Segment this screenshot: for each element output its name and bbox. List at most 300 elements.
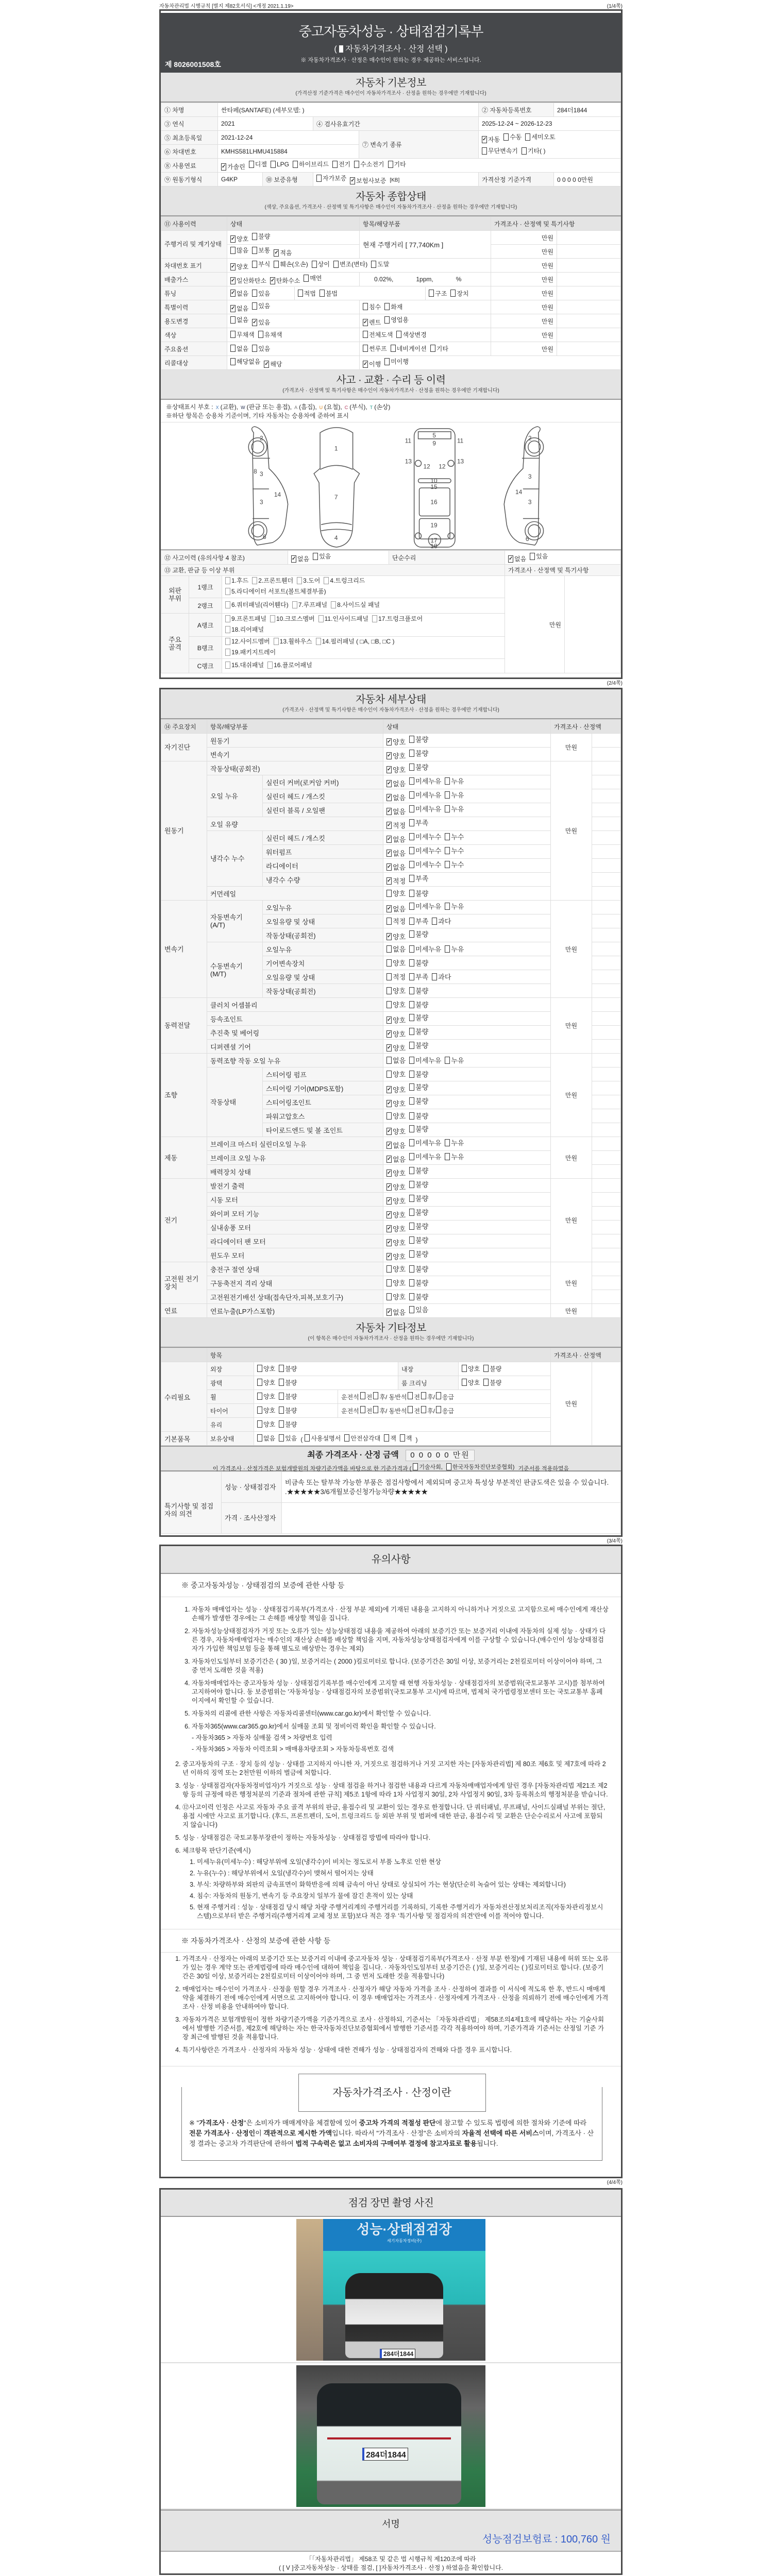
checkbox-label: 불량 (415, 959, 429, 968)
checkbox-양호[interactable] (386, 1043, 406, 1053)
checkbox-양호[interactable] (386, 1126, 406, 1136)
checkbox-없음[interactable] (386, 1055, 406, 1065)
checkbox-icon (445, 805, 450, 812)
checkbox-불량[interactable] (409, 1264, 428, 1274)
checkbox-없음[interactable] (508, 554, 526, 563)
checkbox-무단변속기[interactable] (482, 145, 518, 157)
checkbox-없음[interactable] (257, 1434, 275, 1443)
checkbox-양호[interactable] (386, 1029, 406, 1039)
checkbox-구조[interactable] (429, 289, 447, 298)
checkbox-해당[interactable] (264, 360, 282, 368)
checkbox-침수[interactable] (363, 302, 381, 311)
checkbox-양호[interactable] (257, 1378, 275, 1387)
checkbox-있음[interactable] (530, 552, 548, 561)
checkbox-누유[interactable] (445, 901, 464, 911)
checkbox-icon[interactable] (360, 1392, 365, 1399)
page-4 (159, 2188, 623, 2575)
part-label: 9.프론트패널 (231, 615, 266, 622)
checkbox-부족[interactable] (409, 916, 428, 926)
checkbox-네비게이션[interactable] (391, 344, 427, 353)
part-checkbox[interactable] (225, 637, 270, 646)
checkbox-없음[interactable] (386, 792, 406, 802)
part-checkbox[interactable] (318, 614, 368, 623)
checkbox-icon (445, 833, 450, 840)
checkbox-불량[interactable] (409, 734, 428, 744)
remarks (592, 1165, 621, 1179)
explanation-fragment: 법적 구속력은 없고 소비자의 구매여부 결정에 참고자료로 활용 (295, 2140, 477, 2147)
checkbox-불량[interactable] (409, 1292, 428, 1301)
checkbox-label: 기타( ) (528, 147, 546, 155)
checkbox-불량[interactable] (409, 1111, 428, 1121)
checkbox-적정[interactable] (386, 972, 406, 981)
state-options (383, 734, 551, 748)
checkbox-불량[interactable] (409, 1179, 428, 1189)
checkbox-양호[interactable] (386, 1210, 406, 1219)
state-options (383, 1262, 551, 1276)
checkbox-가솔린[interactable] (221, 162, 245, 171)
part-4: 4 (334, 534, 338, 542)
checkbox-LPG[interactable] (271, 161, 289, 168)
checkbox-양호[interactable] (386, 1015, 406, 1025)
checkbox-불량[interactable] (409, 748, 428, 758)
checkbox-없음[interactable] (386, 1307, 406, 1317)
checkbox-기타[interactable] (388, 160, 406, 168)
note-subitem: 4. 침수: 자동차의 원동기, 변속기 등 주요장치 일부가 물에 잠긴 흔적이 있는 상태 (197, 1892, 609, 1901)
checkbox-양호[interactable] (257, 1420, 275, 1429)
checkbox-적음[interactable] (274, 248, 292, 257)
state-options (383, 1095, 551, 1109)
checkbox-없음[interactable] (386, 904, 406, 913)
checkbox-적정[interactable] (386, 876, 406, 886)
checkbox-양호[interactable] (386, 931, 406, 941)
checkbox-렌트[interactable] (363, 318, 381, 327)
part-checkbox[interactable] (316, 637, 395, 646)
rank-parts (222, 576, 505, 598)
checkbox-누유[interactable] (445, 944, 464, 954)
checkbox-훼손오손[interactable] (274, 260, 308, 268)
checkbox-양호[interactable] (462, 1378, 480, 1387)
checkbox-불량[interactable] (279, 1406, 297, 1415)
checkbox-icon (409, 819, 414, 826)
checkbox-일산화탄소[interactable] (230, 276, 266, 285)
checkbox-있음[interactable] (252, 301, 270, 310)
checkbox-탄화수소[interactable] (270, 276, 300, 285)
checkbox-많음[interactable] (230, 246, 248, 255)
checkbox-양호[interactable] (257, 1392, 275, 1401)
part-checkbox[interactable] (372, 614, 423, 623)
checkbox-icon (279, 1379, 284, 1386)
checkbox-icon[interactable] (373, 1392, 378, 1399)
label-price-remarks: 가격조사 · 산정액 및 특기사항 (505, 565, 621, 576)
table-row (161, 342, 621, 356)
part-checkbox[interactable] (252, 576, 293, 585)
checkbox-불량[interactable] (409, 762, 428, 772)
checkbox-색상변경[interactable] (396, 330, 426, 339)
part-checkbox[interactable] (297, 576, 320, 585)
checkbox-누수[interactable] (445, 832, 464, 841)
checkbox-유채색[interactable] (258, 330, 282, 339)
checkbox-잭[interactable] (384, 1434, 396, 1443)
part-checkbox[interactable] (270, 614, 315, 623)
emission-value: 0.02%, (374, 276, 394, 283)
checkbox-이행[interactable] (363, 360, 381, 368)
table-row (161, 117, 621, 131)
checkbox-icon[interactable] (360, 1406, 365, 1413)
checkbox-양호[interactable] (386, 1069, 406, 1079)
checkbox-불량[interactable] (409, 999, 428, 1009)
checkbox-불량[interactable] (409, 1278, 428, 1287)
checkbox-썬루프[interactable] (363, 344, 387, 353)
item-label: 워터펌프 (263, 845, 383, 859)
price-explanation-title: 자동차가격조사 · 산정이란 (298, 2074, 486, 2112)
checkbox-양호[interactable] (386, 1098, 406, 1108)
checkbox-영업용[interactable] (384, 315, 409, 324)
checkbox-양호[interactable] (386, 1238, 406, 1247)
photo-rear (161, 2363, 621, 2510)
checkbox-미세누유[interactable] (409, 944, 441, 954)
checkbox-양호[interactable] (386, 1111, 406, 1121)
state-options (383, 845, 551, 859)
checkbox-없음[interactable] (386, 806, 406, 816)
remarks (565, 576, 621, 673)
checkbox-없음[interactable] (291, 554, 309, 563)
checkbox-없음[interactable] (230, 344, 248, 353)
checkbox-전체도색[interactable] (363, 330, 393, 339)
checkbox-안전삼각대[interactable] (344, 1434, 380, 1443)
note-text: 중고자동차의 구조 · 장치 등의 성능 · 상태를 고지하지 아니한 자, 거짓으로 점검하거나 거짓 고지한 자는 [자동차관리법] 제 80조 제6호 및 제7호에 따라 2년 이하의 징역 또는 2천만원 이하의 벌금에 처합니다. (182, 1760, 606, 1776)
checkbox-불량[interactable] (409, 1026, 428, 1036)
table-row (161, 273, 621, 286)
checkbox-icon[interactable] (373, 1406, 378, 1413)
checkbox-icon (331, 601, 336, 608)
checkbox-부식[interactable] (252, 260, 270, 268)
checkbox-상이[interactable] (312, 260, 330, 268)
remarks (592, 998, 621, 1012)
remarks (592, 1304, 621, 1318)
checkbox-icon (409, 918, 414, 925)
checkbox-보험사보증[interactable] (350, 176, 386, 185)
checkbox-label: 양호 (393, 1279, 406, 1287)
checkbox-부족[interactable] (409, 818, 428, 827)
vin: KMHS581LHMU415884 (218, 145, 359, 159)
seat-options (338, 1390, 551, 1404)
checkbox-잭[interactable] (400, 1434, 412, 1443)
checkbox-불량[interactable] (409, 929, 428, 939)
checkbox-양호[interactable] (386, 888, 406, 898)
checkbox-없음[interactable] (386, 778, 406, 788)
checkbox-불량[interactable] (409, 1082, 428, 1092)
checkbox-icon[interactable] (436, 1392, 441, 1399)
rank-label: 2랭크 (189, 598, 222, 614)
part-checkbox[interactable] (292, 600, 327, 609)
checkbox-장치[interactable] (450, 289, 468, 298)
checkbox-양호[interactable] (386, 958, 406, 968)
checkbox-기타[interactable] (430, 344, 448, 353)
checkbox-양호[interactable] (462, 1364, 480, 1373)
checkbox-불량[interactable] (409, 1124, 428, 1133)
checkbox-icon (386, 1112, 392, 1120)
note-item (192, 1627, 609, 1653)
checkbox-도말[interactable] (371, 260, 389, 268)
checkbox-양호[interactable] (386, 737, 406, 747)
checkbox-양호[interactable] (386, 751, 406, 760)
transmission-options (479, 131, 621, 159)
checkbox-label: 있음 (258, 302, 271, 310)
checkbox-미세누수[interactable] (409, 845, 441, 855)
price-unit: 만원 (551, 998, 592, 1054)
inspector-label: 성능 · 상태점검자 (222, 1472, 282, 1503)
paren: ( (334, 45, 337, 54)
checkbox-사용설명서[interactable] (305, 1434, 341, 1443)
checkbox-양호[interactable] (386, 1278, 406, 1287)
checkbox-미세누유[interactable] (409, 804, 441, 814)
checkbox-양호[interactable] (386, 1292, 406, 1301)
checkbox-수소전기[interactable] (354, 160, 384, 168)
standard-checkbox-1[interactable] (413, 1463, 443, 1471)
rear-plate: 284더1844 (362, 2448, 408, 2461)
checkbox-불량[interactable] (409, 1096, 428, 1106)
checkbox-양호[interactable] (257, 1364, 275, 1373)
checkbox-누수[interactable] (445, 859, 464, 869)
checkbox-누수[interactable] (445, 845, 464, 855)
checked-box-icon: ✓ (231, 235, 236, 242)
checkbox-있음[interactable] (252, 318, 270, 327)
checkbox-미세누수[interactable] (409, 859, 441, 869)
checkbox-label: 양호 (468, 1365, 480, 1372)
checked-box-icon: ✓ (231, 290, 236, 296)
item-label: 스티어링 기어(MDPS포함) (263, 1081, 383, 1095)
checkbox-미세누유[interactable] (409, 1055, 441, 1065)
seat-label: 전 (414, 1408, 421, 1415)
checkbox-icon[interactable] (436, 1406, 441, 1413)
checkbox-icon[interactable] (421, 1406, 426, 1413)
part-checkbox[interactable] (225, 648, 276, 657)
part-checkbox[interactable] (225, 576, 248, 585)
remarks (592, 887, 621, 901)
price-unit: 만원 (491, 273, 557, 286)
checkbox-없음[interactable] (230, 289, 248, 298)
note-text: 가격조사 · 산정자는 아래의 보증기간 또는 보증거리 이내에 중고자동차 성능 · 상태점검기록부(가격조사 · 산정 부분 한정)에 기재된 내용에 허위 또는 오류가 있는 경우 계약 또는 관계법령에 따라 매수인에 대하여 책임을 집니다. · 자동차인도일부터 보증기간은 ( )일, 보증거리는 ( )킬로미터로 합니다. (보증기간은 30일 이상, 보증거리는 2천킬로미터 이상이어야 하며, 그 중 먼저 도래한 것을 적용합니다) (182, 1955, 609, 1980)
checkbox-있음[interactable] (279, 1434, 297, 1443)
checkbox-미세누유[interactable] (409, 790, 441, 800)
checked-box-icon: ✓ (387, 1156, 392, 1162)
checkbox-누유[interactable] (445, 1055, 464, 1065)
checkbox-불량[interactable] (409, 986, 428, 995)
checkbox-누유[interactable] (445, 804, 464, 814)
checkbox-불량[interactable] (483, 1364, 501, 1373)
checkbox-icon (257, 1365, 262, 1372)
checkbox-없음[interactable] (386, 834, 406, 844)
checked-box-icon: ✓ (387, 1239, 392, 1245)
checkbox-label: 누유 (451, 777, 464, 785)
checkbox-미세누수[interactable] (409, 832, 441, 841)
part-3: 3 (528, 498, 532, 506)
checkbox-기타[interactable] (522, 145, 546, 157)
explanation-fragment: 됩니다. (477, 2140, 498, 2147)
checkbox-누유[interactable] (445, 1138, 464, 1147)
checkbox-불량[interactable] (409, 1165, 428, 1175)
checkbox-icon (409, 1001, 414, 1008)
checkbox-있음[interactable] (252, 289, 270, 298)
checkbox-icon[interactable] (408, 1406, 413, 1413)
checkbox-없음[interactable] (230, 315, 248, 324)
checkbox-icon (445, 791, 450, 799)
checkbox-변조변타[interactable] (333, 260, 367, 268)
part-checkbox[interactable] (225, 600, 289, 609)
rank-label: 1랭크 (189, 576, 222, 598)
checkbox-icon (409, 736, 414, 743)
checkbox-있음[interactable] (313, 552, 331, 561)
device-group: 연료 (161, 1304, 207, 1318)
checkbox-icon (324, 577, 329, 584)
checkbox-없음[interactable] (386, 1154, 406, 1164)
checkbox-하이브리드[interactable] (293, 160, 329, 168)
checkbox-label: 양호 (237, 235, 249, 243)
checkbox-없음[interactable] (386, 1140, 406, 1150)
checkbox-icon (409, 1209, 414, 1216)
checkbox-매연[interactable] (304, 274, 322, 282)
checkbox-누유[interactable] (445, 1151, 464, 1161)
part-checkbox[interactable] (225, 614, 266, 623)
checkbox-누유[interactable] (445, 790, 464, 800)
checked-box-icon: ✓ (387, 738, 392, 744)
checkbox-자가보증[interactable] (316, 174, 346, 182)
checkbox-양호[interactable] (386, 1084, 406, 1094)
checkbox-부족[interactable] (409, 873, 428, 883)
checkbox-미이행[interactable] (384, 357, 409, 366)
checkbox-없음[interactable] (386, 848, 406, 858)
note-subitem: 2. 누유(누수) : 해당부위에서 오일(냉각수)이 맺혀서 떨어지는 상태 (197, 1869, 609, 1878)
checkbox-불량[interactable] (409, 1207, 428, 1217)
checkbox-icon[interactable] (408, 1392, 413, 1399)
checkbox-해당없음[interactable] (230, 357, 260, 366)
checkbox-불량[interactable] (279, 1392, 297, 1401)
checkbox-미세누유[interactable] (409, 1138, 441, 1147)
checkbox-양호[interactable] (386, 1264, 406, 1274)
remarks (592, 803, 621, 817)
part-checkbox[interactable] (274, 637, 312, 646)
checkbox-icon (446, 1463, 451, 1470)
checkbox-불량[interactable] (409, 1249, 428, 1259)
checkbox-icon (386, 1279, 392, 1286)
part-checkbox[interactable] (267, 660, 312, 670)
checkbox-불량[interactable] (409, 1040, 428, 1050)
checkbox-미세누유[interactable] (409, 901, 441, 911)
checkbox-수동[interactable] (503, 131, 522, 143)
price-unit: 만원 (551, 1137, 592, 1179)
checkbox-과다[interactable] (432, 916, 451, 926)
checkbox-icon[interactable] (421, 1392, 426, 1399)
checkbox-불법[interactable] (320, 289, 338, 298)
part-checkbox[interactable] (324, 576, 365, 585)
part-checkbox[interactable] (331, 600, 380, 609)
checkbox-불량[interactable] (279, 1378, 297, 1387)
checkbox-과다[interactable] (432, 972, 451, 981)
checkbox-불량[interactable] (409, 1221, 428, 1231)
checkbox-적법[interactable] (298, 289, 316, 298)
state-options (383, 1193, 551, 1207)
checkbox-label: 색상변경 (402, 331, 427, 338)
checkbox-불량[interactable] (409, 1012, 428, 1022)
part-13: 13 (405, 457, 412, 465)
checkbox-불량[interactable] (252, 232, 270, 241)
checkbox-양호[interactable] (386, 1196, 406, 1206)
checkbox-무채색[interactable] (230, 330, 255, 339)
checkbox-불량[interactable] (409, 1193, 428, 1203)
note-item (182, 1846, 609, 1921)
checkbox-양호[interactable] (386, 1224, 406, 1233)
checkbox-불량[interactable] (483, 1378, 501, 1387)
checkbox-icon (409, 1279, 414, 1286)
record-number: 제 8026001508호 (165, 60, 221, 69)
option-group (425, 287, 491, 300)
checkbox-icon (413, 1463, 418, 1470)
checkbox-없음[interactable] (386, 944, 406, 954)
checkbox-불량[interactable] (409, 1235, 428, 1245)
standard-checkbox-2[interactable] (446, 1463, 515, 1471)
checkbox-label: 전체도색 (369, 331, 393, 338)
checkbox-양호[interactable] (230, 262, 248, 271)
part-checkbox[interactable] (225, 625, 264, 634)
checkbox-양호[interactable] (386, 986, 406, 995)
checkbox-양호[interactable] (386, 765, 406, 774)
item-options (360, 273, 491, 286)
document-subtitle (161, 42, 621, 54)
checkbox-양호[interactable] (386, 999, 406, 1009)
price-warranty-list (161, 1953, 621, 2066)
checkbox-양호[interactable] (230, 234, 248, 243)
checkbox-icon (230, 358, 236, 365)
checkbox-전기[interactable] (332, 160, 350, 168)
checkbox-불량[interactable] (409, 888, 428, 898)
checkbox-불량[interactable] (279, 1364, 297, 1373)
checkbox-icon (432, 973, 437, 980)
checkbox-없음[interactable] (386, 862, 406, 872)
checkbox-있음[interactable] (409, 1304, 428, 1314)
checkbox-미세누유[interactable] (409, 776, 441, 786)
checkbox-양호[interactable] (386, 1251, 406, 1261)
checkbox-세미오토[interactable] (525, 131, 555, 143)
checkbox-디젤[interactable] (249, 160, 267, 168)
checkbox-icon (409, 1265, 414, 1273)
checkbox-label: 있음 (258, 345, 271, 352)
checkbox-없음[interactable] (230, 304, 248, 313)
checkbox-label: 누유 (451, 903, 464, 910)
checkbox-양호[interactable] (386, 1182, 406, 1192)
checkbox-적정[interactable] (386, 820, 406, 830)
checkbox-양호[interactable] (257, 1406, 275, 1415)
checkbox-있음[interactable] (252, 344, 270, 353)
checkbox-불량[interactable] (409, 958, 428, 968)
checkbox-양호[interactable] (386, 1168, 406, 1178)
checkbox-label: 해당없음 (237, 358, 261, 365)
note-item (182, 1985, 609, 2011)
checkbox-미세누유[interactable] (409, 1151, 441, 1161)
checkbox-보통[interactable] (252, 246, 270, 255)
part-checkbox[interactable] (225, 587, 326, 596)
part-checkbox[interactable] (225, 660, 264, 670)
checkbox-label: 불량 (415, 1195, 429, 1202)
checkbox-적정[interactable] (386, 916, 406, 926)
checked-box-icon: ✓ (231, 277, 236, 283)
checkbox-부족[interactable] (409, 972, 428, 981)
checkbox-화재[interactable] (384, 302, 402, 311)
checkbox-불량[interactable] (409, 1069, 428, 1079)
checkbox-자동[interactable] (482, 134, 500, 145)
checkbox-label: 미이행 (391, 358, 409, 365)
checkbox-불량[interactable] (279, 1420, 297, 1429)
checkbox-누유[interactable] (445, 776, 464, 786)
